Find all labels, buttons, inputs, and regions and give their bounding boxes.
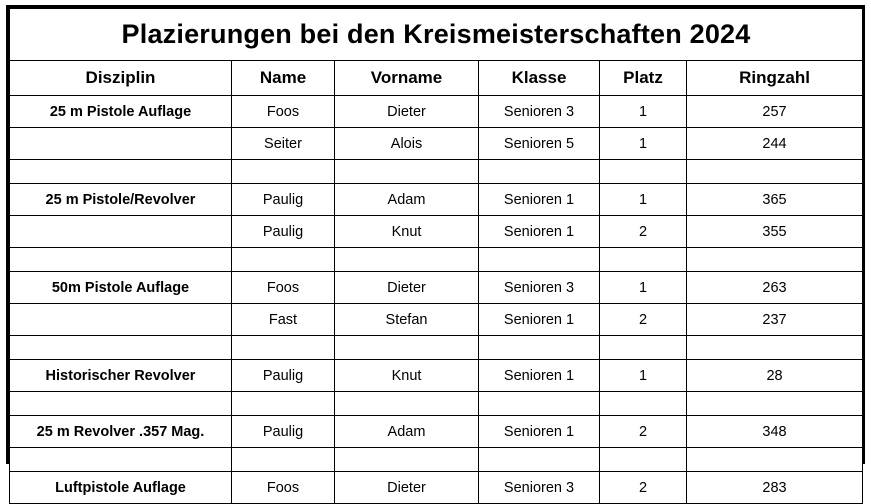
- cell-name: Foos: [232, 472, 335, 504]
- cell-platz: 1: [600, 184, 687, 216]
- cell-name: Paulig: [232, 216, 335, 248]
- cell-vorname: [335, 392, 479, 416]
- cell-ringzahl: [687, 160, 863, 184]
- table-spacer-row: [10, 248, 863, 272]
- cell-name: [232, 160, 335, 184]
- cell-name: [232, 248, 335, 272]
- cell-disziplin: 25 m Pistole Auflage: [10, 96, 232, 128]
- cell-vorname: Alois: [335, 128, 479, 160]
- cell-klasse: [479, 248, 600, 272]
- cell-platz: [600, 160, 687, 184]
- cell-vorname: [335, 248, 479, 272]
- column-header-vorname: Vorname: [335, 61, 479, 96]
- cell-vorname: [335, 160, 479, 184]
- cell-disziplin: Historischer Revolver: [10, 360, 232, 392]
- cell-vorname: Dieter: [335, 96, 479, 128]
- cell-platz: 1: [600, 360, 687, 392]
- column-header-klasse: Klasse: [479, 61, 600, 96]
- cell-name: Foos: [232, 96, 335, 128]
- cell-klasse: Senioren 1: [479, 360, 600, 392]
- table-row: [10, 272, 863, 304]
- cell-klasse: Senioren 3: [479, 272, 600, 304]
- cell-disziplin: Luftpistole Auflage: [10, 472, 232, 504]
- table-spacer-row: [10, 160, 863, 184]
- table-row: [10, 216, 863, 248]
- table-row: [10, 360, 863, 392]
- cell-ringzahl: [687, 392, 863, 416]
- cell-name: Paulig: [232, 416, 335, 448]
- cell-platz: 2: [600, 216, 687, 248]
- cell-platz: 1: [600, 128, 687, 160]
- cell-disziplin: [10, 248, 232, 272]
- table-spacer-row: [10, 392, 863, 416]
- cell-disziplin: 25 m Revolver .357 Mag.: [10, 416, 232, 448]
- cell-disziplin: [10, 160, 232, 184]
- cell-disziplin: [10, 304, 232, 336]
- cell-name: Foos: [232, 272, 335, 304]
- table-row: [10, 128, 863, 160]
- cell-disziplin: [10, 216, 232, 248]
- cell-ringzahl: 257: [687, 96, 863, 128]
- cell-ringzahl: 244: [687, 128, 863, 160]
- cell-platz: 1: [600, 272, 687, 304]
- table-title-row: [10, 9, 863, 61]
- cell-name: Seiter: [232, 128, 335, 160]
- cell-platz: [600, 336, 687, 360]
- cell-klasse: [479, 392, 600, 416]
- cell-vorname: Knut: [335, 360, 479, 392]
- page-title: Plazierungen bei den Kreismeisterschaften 2024: [10, 9, 863, 61]
- table-header-row: [10, 61, 863, 96]
- cell-ringzahl: 365: [687, 184, 863, 216]
- cell-name: Paulig: [232, 184, 335, 216]
- cell-klasse: Senioren 1: [479, 304, 600, 336]
- cell-klasse: Senioren 1: [479, 416, 600, 448]
- cell-vorname: Adam: [335, 416, 479, 448]
- cell-platz: 2: [600, 304, 687, 336]
- cell-platz: 2: [600, 472, 687, 504]
- cell-vorname: Stefan: [335, 304, 479, 336]
- cell-klasse: [479, 336, 600, 360]
- cell-ringzahl: 237: [687, 304, 863, 336]
- cell-disziplin: [10, 128, 232, 160]
- column-header-disziplin: Disziplin: [10, 61, 232, 96]
- table-row: [10, 184, 863, 216]
- cell-vorname: Dieter: [335, 272, 479, 304]
- cell-ringzahl: 263: [687, 272, 863, 304]
- cell-name: [232, 392, 335, 416]
- cell-vorname: Dieter: [335, 472, 479, 504]
- cell-platz: 2: [600, 416, 687, 448]
- cell-klasse: Senioren 3: [479, 472, 600, 504]
- column-header-ringzahl: Ringzahl: [687, 61, 863, 96]
- cell-ringzahl: 28: [687, 360, 863, 392]
- column-header-name: Name: [232, 61, 335, 96]
- table-row: [10, 304, 863, 336]
- cell-ringzahl: [687, 336, 863, 360]
- cell-platz: 1: [600, 96, 687, 128]
- table-row: [10, 472, 863, 504]
- cell-ringzahl: [687, 248, 863, 272]
- cell-platz: [600, 392, 687, 416]
- cell-name: [232, 336, 335, 360]
- cell-platz: [600, 248, 687, 272]
- cell-disziplin: [10, 392, 232, 416]
- cell-klasse: Senioren 3: [479, 96, 600, 128]
- cell-disziplin: 50m Pistole Auflage: [10, 272, 232, 304]
- cell-disziplin: [10, 336, 232, 360]
- cell-vorname: Knut: [335, 216, 479, 248]
- cell-vorname: [335, 336, 479, 360]
- cell-klasse: Senioren 1: [479, 184, 600, 216]
- cell-disziplin: 25 m Pistole/Revolver: [10, 184, 232, 216]
- cell-ringzahl: 355: [687, 216, 863, 248]
- cell-ringzahl: 348: [687, 416, 863, 448]
- cell-klasse: [479, 160, 600, 184]
- cell-vorname: Adam: [335, 184, 479, 216]
- cell-name: Fast: [232, 304, 335, 336]
- table-row: [10, 96, 863, 128]
- cell-klasse: Senioren 1: [479, 216, 600, 248]
- cell-name: Paulig: [232, 360, 335, 392]
- cell-ringzahl: 283: [687, 472, 863, 504]
- column-header-platz: Platz: [600, 61, 687, 96]
- cell-klasse: Senioren 5: [479, 128, 600, 160]
- results-table: [9, 8, 863, 504]
- table-row: [10, 416, 863, 448]
- table-spacer-row: [10, 336, 863, 360]
